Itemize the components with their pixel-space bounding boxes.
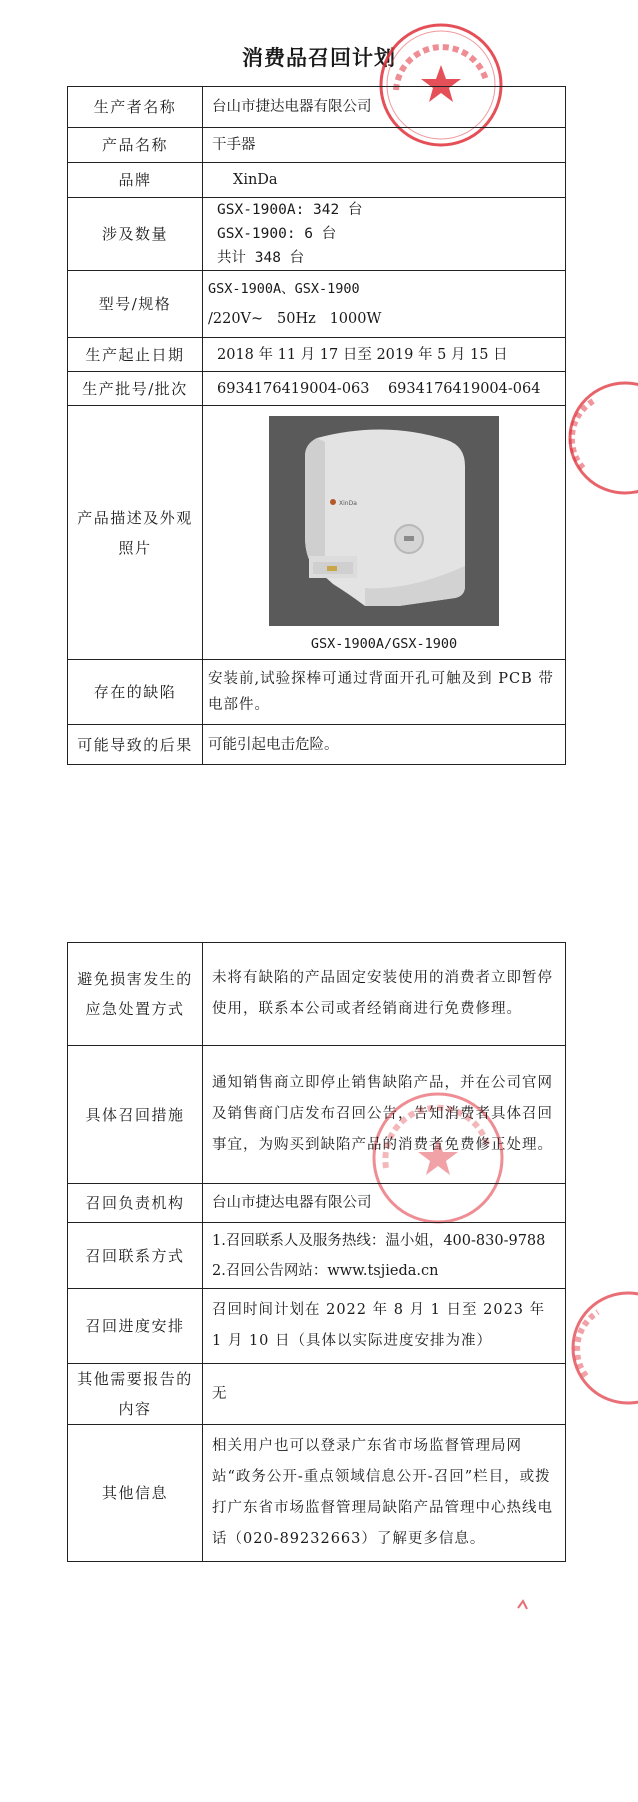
brand-label: 品牌 bbox=[68, 163, 203, 198]
emergency-label bbox=[68, 943, 203, 1046]
table-row bbox=[68, 271, 566, 338]
table-row bbox=[68, 163, 566, 198]
product-photo-cell bbox=[203, 406, 566, 660]
table-row bbox=[68, 1223, 566, 1289]
description-label-line: 产品描述及外观 bbox=[77, 508, 193, 527]
consequence-label: 可能导致的后果 bbox=[68, 725, 203, 765]
table-row bbox=[68, 372, 566, 406]
quantity-line: 共计 348 台 bbox=[217, 250, 305, 266]
table-row bbox=[68, 660, 566, 725]
emergency-value: 未将有缺陷的产品固定安装使用的消费者立即暂停使用，联系本公司或者经销商进行免费修理。 bbox=[203, 943, 566, 1046]
brand-value: XinDa bbox=[203, 163, 566, 198]
other-report-label-line: 内容 bbox=[118, 1400, 152, 1418]
contact-label: 召回联系方式 bbox=[68, 1223, 203, 1289]
schedule-label: 召回进度安排 bbox=[68, 1289, 203, 1364]
contact-line: 2.召回公告网站：www.tsjieda.cn bbox=[212, 1262, 439, 1279]
org-value: 台山市捷达电器有限公司 bbox=[203, 1184, 566, 1223]
defect-value: 安装前,试验探棒可通过背面开孔可触及到 PCB 带电部件。 bbox=[203, 660, 566, 725]
red-ink-mark bbox=[515, 1598, 531, 1612]
table-row bbox=[68, 87, 566, 128]
other-report-label bbox=[68, 1364, 203, 1425]
measures-value: 通知销售商立即停止销售缺陷产品，并在公司官网及销售商门店发布召回公告，告知消费者具体召回事宜，为购买到缺陷产品的消费者免费修正处理。 bbox=[203, 1046, 566, 1184]
recall-measures-table bbox=[67, 942, 566, 1562]
description-label-line: 照片 bbox=[118, 538, 152, 557]
hand-dryer-photo bbox=[269, 416, 499, 626]
table-row bbox=[68, 406, 566, 660]
manufacturer-label: 生产者名称 bbox=[68, 87, 203, 128]
consequence-value: 可能引起电击危险。 bbox=[203, 725, 566, 765]
quantity-label: 涉及数量 bbox=[68, 198, 203, 271]
defect-label: 存在的缺陷 bbox=[68, 660, 203, 725]
table-row bbox=[68, 1425, 566, 1562]
photo-brand-text: XinDa bbox=[339, 499, 357, 507]
other-report-label-line: 其他需要报告的 bbox=[77, 1370, 193, 1388]
emergency-label-line: 应急处置方式 bbox=[85, 1000, 185, 1018]
photo-caption: GSX-1900A/GSX-1900 bbox=[310, 635, 458, 652]
table-row bbox=[68, 198, 566, 271]
schedule-value: 召回时间计划在 2022 年 8 月 1 日至 2023 年 1 月 10 日（具体以实际进度安排为准） bbox=[203, 1289, 566, 1364]
date-value: 2018 年 11 月 17 日至 2019 年 5 月 15 日 bbox=[203, 338, 566, 372]
table-row bbox=[68, 1289, 566, 1364]
emergency-label-line: 避免损害发生的 bbox=[77, 970, 193, 988]
org-label: 召回负责机构 bbox=[68, 1184, 203, 1223]
quantity-line: GSX-1900A: 342 台 bbox=[217, 202, 363, 218]
recall-info-table bbox=[67, 86, 566, 765]
table-row bbox=[68, 338, 566, 372]
contact-line: 1.召回联系人及服务热线：温小姐，400-830-9788 bbox=[212, 1232, 546, 1249]
table-row bbox=[68, 1364, 566, 1425]
table-row bbox=[68, 1184, 566, 1223]
partial-seal-stamp bbox=[555, 378, 638, 498]
batch-label: 生产批号/批次 bbox=[68, 372, 203, 406]
quantity-value bbox=[203, 198, 566, 271]
spec-line: /220V~ 50Hz 1000W bbox=[208, 311, 382, 327]
document-title: 消费品召回计划 bbox=[242, 45, 396, 70]
model-line: GSX-1900A、GSX-1900 bbox=[208, 281, 360, 297]
manufacturer-value: 台山市捷达电器有限公司 bbox=[203, 87, 566, 128]
table-row bbox=[68, 943, 566, 1046]
other-info-value: 相关用户也可以登录广东省市场监督管理局网站“政务公开-重点领域信息公开-召回”栏目，或拨打广东省市场监督管理局缺陷产品管理中心热线电话（020-89232663）了解更多信息。 bbox=[203, 1425, 566, 1562]
table-row bbox=[68, 128, 566, 163]
date-label: 生产起止日期 bbox=[68, 338, 203, 372]
description-label bbox=[68, 406, 203, 660]
quantity-line: GSX-1900: 6 台 bbox=[217, 226, 337, 242]
table-row bbox=[68, 725, 566, 765]
other-info-label: 其他信息 bbox=[68, 1425, 203, 1562]
model-label: 型号/规格 bbox=[68, 271, 203, 338]
table-row bbox=[68, 1046, 566, 1184]
partial-seal-stamp-2 bbox=[560, 1288, 638, 1408]
contact-value bbox=[203, 1223, 566, 1289]
other-report-value: 无 bbox=[203, 1364, 566, 1425]
product-value: 干手器 bbox=[203, 128, 566, 163]
model-value bbox=[203, 271, 566, 338]
product-label: 产品名称 bbox=[68, 128, 203, 163]
batch-value: 6934176419004-063 6934176419004-064 bbox=[203, 372, 566, 406]
measures-label: 具体召回措施 bbox=[68, 1046, 203, 1184]
